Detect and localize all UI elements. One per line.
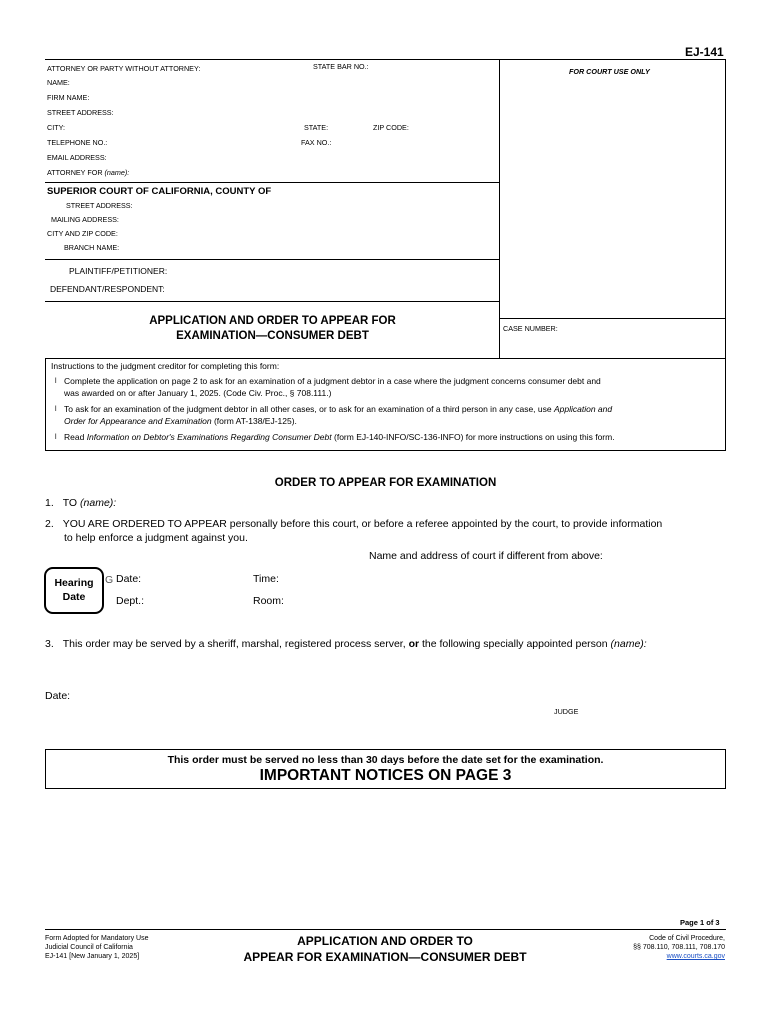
hearing-date-badge bbox=[44, 567, 104, 614]
fax-label[interactable]: FAX NO.: bbox=[301, 138, 332, 147]
notice-box bbox=[45, 749, 726, 789]
firm-name-label[interactable]: FIRM NAME: bbox=[47, 93, 90, 102]
form-title-line2: EXAMINATION—CONSUMER DEBT bbox=[176, 330, 369, 342]
court-mailing-label[interactable]: MAILING ADDRESS: bbox=[51, 215, 119, 224]
attorney-for-name-hint: (name): bbox=[104, 168, 130, 177]
title-block-rule bbox=[45, 301, 500, 302]
hearing-badge-line1: Hearing bbox=[54, 577, 94, 589]
header-top-rule bbox=[45, 59, 725, 60]
court-use-right-border bbox=[725, 59, 726, 359]
hearing-date-label[interactable]: Date: bbox=[116, 573, 142, 585]
court-use-label: FOR COURT USE ONLY bbox=[569, 67, 650, 76]
notice-line2: IMPORTANT NOTICES ON PAGE 3 bbox=[259, 767, 512, 784]
court-use-divider bbox=[499, 59, 500, 359]
footer-center-title: APPLICATION AND ORDER TO APPEAR FOR EXAMINATION—CONSUMER DEBT bbox=[243, 934, 527, 964]
city-label[interactable]: CITY: bbox=[47, 123, 65, 132]
defendant-label[interactable]: DEFENDANT/RESPONDENT: bbox=[50, 284, 165, 294]
case-number-label[interactable]: CASE NUMBER: bbox=[503, 324, 558, 333]
attorney-for-label: ATTORNEY FOR bbox=[47, 168, 103, 177]
instruction-2-line2: Order for Appearance and Examination (form AT-138/EJ-125). bbox=[64, 416, 297, 426]
instructions-box bbox=[45, 358, 726, 451]
court-city-zip-label[interactable]: CITY AND ZIP CODE: bbox=[47, 229, 118, 238]
street-address-label[interactable]: STREET ADDRESS: bbox=[47, 108, 114, 117]
parties-block-rule bbox=[45, 259, 500, 260]
order-item-2-line1: 2. YOU ARE ORDERED TO APPEAR personally before this court, or before a referee appointed by the court, to provide information bbox=[45, 518, 663, 530]
hearing-time-label[interactable]: Time: bbox=[253, 573, 279, 585]
order-date-label[interactable]: Date: bbox=[45, 690, 71, 702]
case-number-rule bbox=[499, 318, 726, 319]
page-number: Page 1 of 3 bbox=[680, 918, 720, 927]
form-title-line1: APPLICATION AND ORDER TO APPEAR FOR bbox=[149, 315, 396, 327]
name-label[interactable]: NAME: bbox=[47, 78, 70, 87]
state-bar-label: STATE BAR NO.: bbox=[313, 62, 369, 71]
footer-rule bbox=[45, 929, 726, 930]
instruction-2-line1: To ask for an examination of the judgment debtor in all other cases, or to ask for an examination of a third person in any case, use Application and bbox=[64, 404, 613, 414]
hearing-dept-label[interactable]: Dept.: bbox=[116, 595, 145, 607]
bullet-icon: l bbox=[55, 434, 57, 441]
email-label[interactable]: EMAIL ADDRESS: bbox=[47, 153, 107, 162]
court-block-rule bbox=[45, 182, 500, 183]
order-item-3[interactable]: 3. This order may be served by a sheriff, marshal, registered process server, or the following specially appointed person (name): bbox=[45, 638, 647, 650]
footer-right: Code of Civil Procedure, §§ 708.110, 708.111, 708.170 www.courts.ca.gov bbox=[580, 934, 725, 961]
form-id: EJ-141 bbox=[685, 45, 724, 59]
court-address-label[interactable]: Name and address of court if different from above: bbox=[369, 550, 603, 562]
instruction-3: Read Information on Debtor's Examinations Regarding Consumer Debt (form EJ-140-INFO/SC-136-INFO) for more instructions on using this form. bbox=[64, 432, 615, 442]
zip-code-label[interactable]: ZIP CODE: bbox=[373, 123, 409, 132]
bullet-icon: l bbox=[55, 406, 57, 413]
attorney-label: ATTORNEY OR PARTY WITHOUT ATTORNEY: bbox=[47, 64, 201, 73]
bullet-icon: l bbox=[55, 378, 57, 385]
telephone-label[interactable]: TELEPHONE NO.: bbox=[47, 138, 108, 147]
order-heading: ORDER TO APPEAR FOR EXAMINATION bbox=[274, 477, 497, 489]
judge-signature-label[interactable]: JUDGE bbox=[554, 707, 579, 716]
court-branch-label[interactable]: BRANCH NAME: bbox=[64, 243, 120, 252]
instructions-heading: Instructions to the judgment creditor for completing this form: bbox=[51, 361, 280, 371]
state-label[interactable]: STATE: bbox=[304, 123, 329, 132]
court-title: SUPERIOR COURT OF CALIFORNIA, COUNTY OF bbox=[47, 186, 272, 197]
notice-line1: This order must be served no less than 30 days before the date set for the examination. bbox=[167, 754, 604, 766]
attorney-for-field[interactable] bbox=[47, 168, 129, 177]
plaintiff-label[interactable]: PLAINTIFF/PETITIONER: bbox=[69, 266, 168, 276]
courts-website-link[interactable]: www.courts.ca.gov bbox=[666, 953, 725, 960]
hearing-badge-tail: G bbox=[105, 574, 114, 586]
hearing-room-label[interactable]: Room: bbox=[253, 595, 284, 607]
court-street-label[interactable]: STREET ADDRESS: bbox=[66, 201, 133, 210]
order-item-2-line2: to help enforce a judgment against you. bbox=[64, 532, 248, 544]
hearing-badge-line2: Date bbox=[62, 591, 86, 603]
order-item-1[interactable]: 1. TO (name): bbox=[45, 497, 117, 509]
footer-left: Form Adopted for Mandatory Use Judicial Council of California EJ-141 [New January 1, 2025] bbox=[45, 935, 149, 960]
instruction-1-line1: Complete the application on page 2 to ask for an examination of a judgment debtor in a case where the judgment concerns consumer debt and bbox=[64, 376, 601, 386]
instruction-1-line2: was awarded on or after January 1, 2025. (Code Civ. Proc., § 708.111.) bbox=[64, 388, 332, 398]
